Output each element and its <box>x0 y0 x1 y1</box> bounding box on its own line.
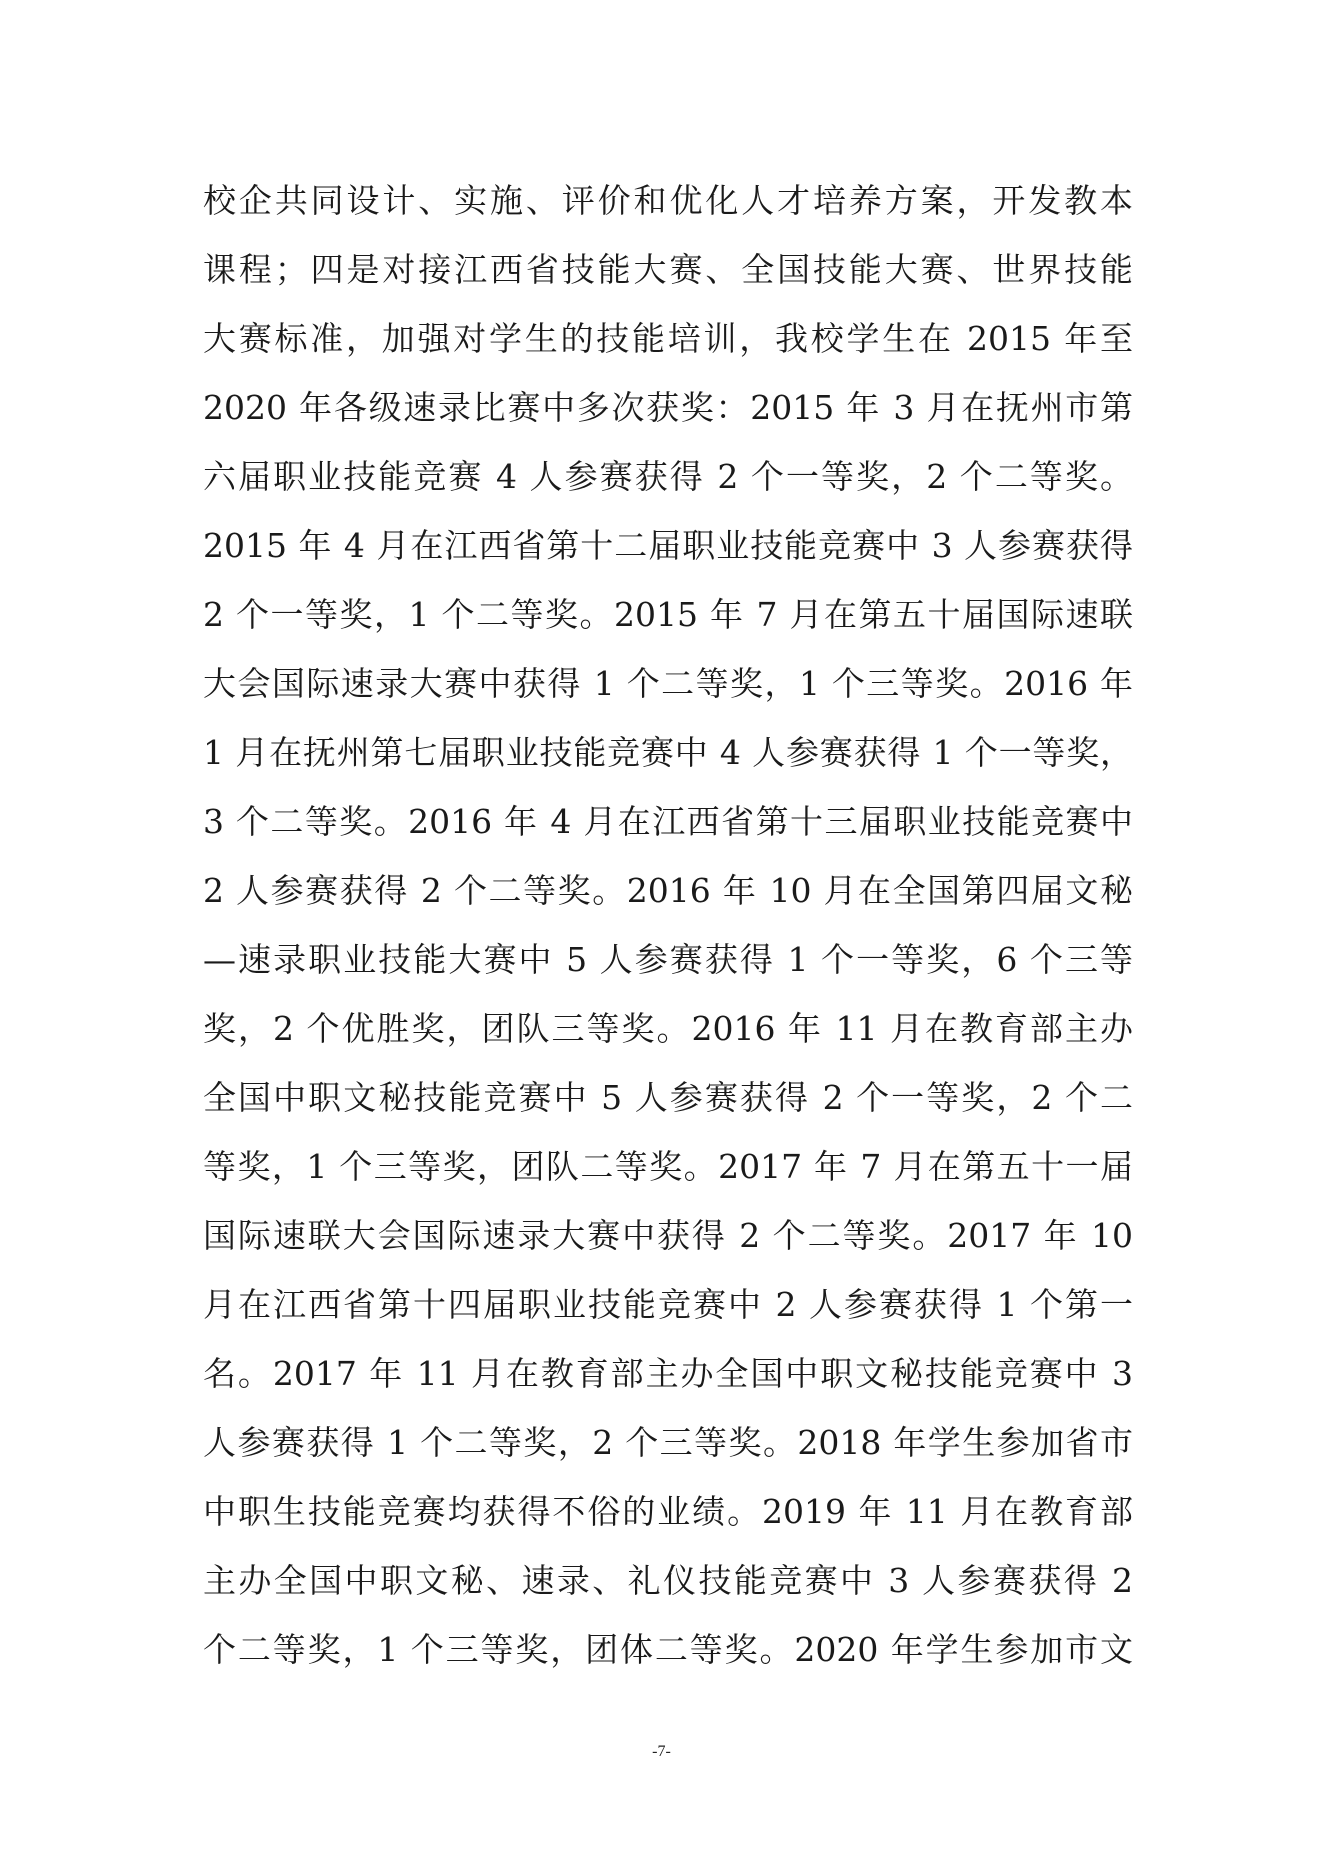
text-line-6: 2015 年 4 月在江西省第十二届职业技能竞赛中 3 人参赛获得 <box>203 526 1133 565</box>
text-line-13: 奖，2 个优胜奖，团队三等奖。2016 年 11 月在教育部主办 <box>203 1009 1133 1048</box>
body-paragraph <box>203 166 1133 1684</box>
text-line-4: 2020 年各级速录比赛中多次获奖：2015 年 3 月在抚州市第 <box>203 388 1133 427</box>
text-line-14: 全国中职文秘技能竞赛中 5 人参赛获得 2 个一等奖，2 个二 <box>203 1078 1133 1117</box>
text-line-10: 3 个二等奖。2016 年 4 月在江西省第十三届职业技能竞赛中 <box>203 802 1133 841</box>
text-line-2: 课程；四是对接江西省技能大赛、全国技能大赛、世界技能 <box>203 250 1133 289</box>
text-line-8: 大会国际速录大赛中获得 1 个二等奖，1 个三等奖。2016 年 <box>203 664 1133 703</box>
text-line-17: 月在江西省第十四届职业技能竞赛中 2 人参赛获得 1 个第一 <box>203 1285 1133 1324</box>
text-line-19: 人参赛获得 1 个二等奖，2 个三等奖。2018 年学生参加省市 <box>203 1423 1133 1462</box>
page-number: -7- <box>652 1743 671 1760</box>
text-line-18: 名。2017 年 11 月在教育部主办全国中职文秘技能竞赛中 3 <box>203 1354 1133 1393</box>
text-line-22: 个二等奖，1 个三等奖，团体二等奖。2020 年学生参加市文 <box>203 1630 1133 1669</box>
text-line-15: 等奖，1 个三等奖，团队二等奖。2017 年 7 月在第五十一届 <box>203 1147 1133 1186</box>
text-line-16: 国际速联大会国际速录大赛中获得 2 个二等奖。2017 年 10 <box>203 1216 1133 1255</box>
text-line-12: —速录职业技能大赛中 5 人参赛获得 1 个一等奖，6 个三等 <box>203 940 1133 979</box>
text-line-9: 1 月在抚州第七届职业技能竞赛中 4 人参赛获得 1 个一等奖， <box>203 733 1133 772</box>
text-line-20: 中职生技能竞赛均获得不俗的业绩。2019 年 11 月在教育部 <box>203 1492 1133 1531</box>
text-line-3: 大赛标准，加强对学生的技能培训，我校学生在 2015 年至 <box>203 319 1133 358</box>
text-line-7: 2 个一等奖，1 个二等奖。2015 年 7 月在第五十届国际速联 <box>203 595 1133 634</box>
text-line-1: 校企共同设计、实施、评价和优化人才培养方案，开发教本 <box>203 181 1133 220</box>
text-line-21: 主办全国中职文秘、速录、礼仪技能竞赛中 3 人参赛获得 2 <box>203 1561 1133 1600</box>
text-line-11: 2 人参赛获得 2 个二等奖。2016 年 10 月在全国第四届文秘 <box>203 871 1133 910</box>
text-line-5: 六届职业技能竞赛 4 人参赛获得 2 个一等奖，2 个二等奖。 <box>203 457 1133 496</box>
